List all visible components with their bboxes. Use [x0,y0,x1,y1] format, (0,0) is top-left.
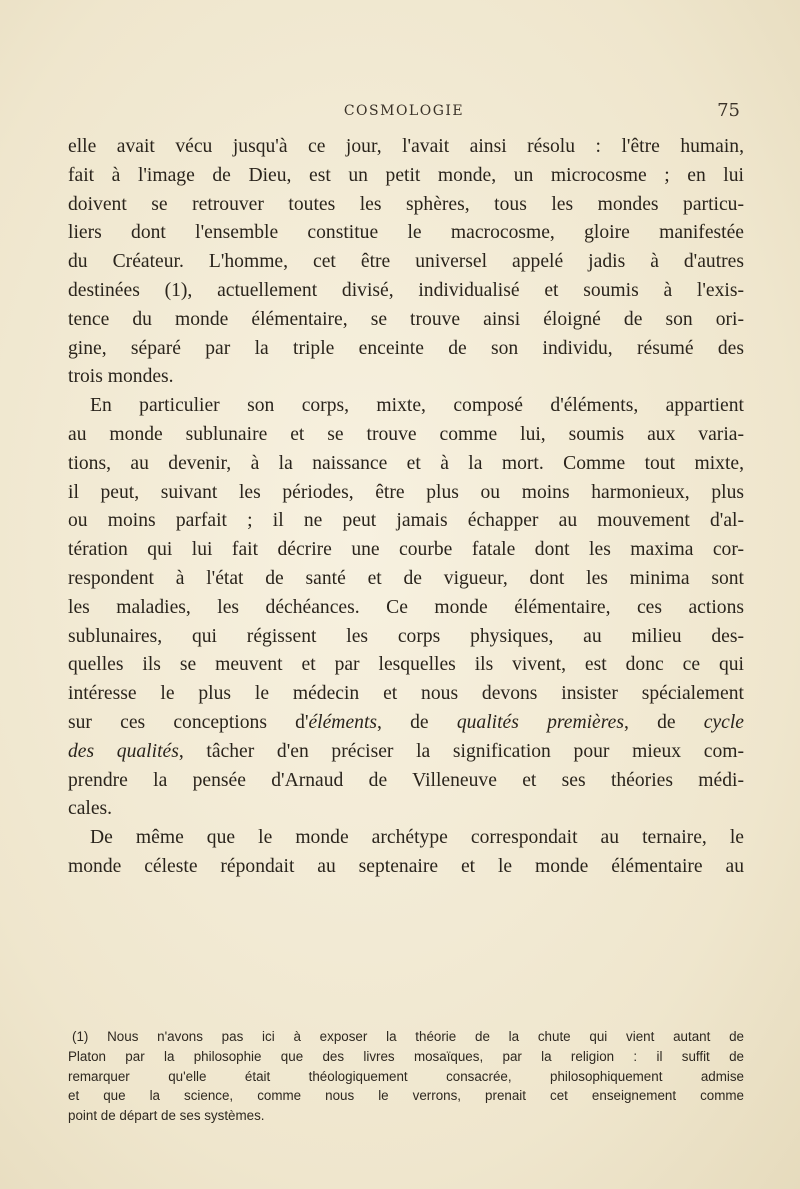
text-line: De même que le monde archétype correspondait au ternaire, le [90,827,744,849]
text-line: elle avait vécu jusqu'à ce jour, l'avait ainsi résolu : l'être humain, [68,136,744,157]
text-line: liers dont l'ensemble constitue le macrocosme, gloire manifestée [68,222,744,244]
text-line: intéresse le plus le médecin et nous devons insister spécialement [68,683,744,705]
text-line: doivent se retrouver toutes les sphères, tous les mondes particu- [68,193,744,215]
text-line: fait à l'image de Dieu, est un petit monde, un microcosme ; en lui [68,164,744,186]
text-run: , de [623,711,704,733]
text-line [68,738,744,767]
footnote-line: Platon par la philosophie que des livres mosaïques, par la religion : il suffit de [68,1048,744,1064]
page-number: 75 [717,100,740,121]
text-line: ou moins parfait ; il ne peut jamais échapper au mouvement d'al- [68,510,744,532]
running-head [68,101,740,123]
text-line: quelles ils se meuvent et par lesquelles ils vivent, est donc ce qui [68,654,744,676]
body-text [68,133,744,882]
footnote-line: remarquer qu'elle était théologiquement consacrée, philosophiquement admise [68,1068,744,1084]
footnote [68,1027,744,1126]
text-line: cales. [68,798,113,820]
text-line: il peut, suivant les périodes, être plus ou moins harmonieux, plus [68,481,744,503]
text-run: sur ces conceptions [68,711,296,733]
footnote-line: point de départ de ses systèmes. [68,1108,265,1124]
text-line: prendre la pensée d'Arnaud de Villeneuve et ses théories médi- [68,769,744,791]
text-line: monde céleste répondait au septenaire et le monde élémentaire au [68,855,744,877]
italic-term: éléments [308,711,378,733]
footnote-line: (1) Nous n'avons pas ici à exposer la théorie de la chute qui vient autant de [72,1029,744,1044]
text-line [68,709,744,738]
text-run: , de [377,711,457,733]
text-line: les maladies, les déchéances. Ce monde élémentaire, ces actions [68,596,744,618]
text-line: tence du monde élémentaire, se trouve ainsi éloigné de son ori- [68,308,744,330]
text-line: sublunaires, qui régissent les corps physiques, au milieu des- [68,625,744,647]
text-line: gine, séparé par la triple enceinte de son individu, résumé des [68,337,744,359]
text-run: , tâcher d'en préciser la signification pour mieux com- [178,740,745,762]
text-line: du Créateur. L'homme, cet être universel appelé jadis à d'autres [68,251,744,273]
text-line: respondent à l'état de santé et de vigueur, dont les minima sont [68,567,744,589]
text-run: d' [295,711,309,733]
italic-term: qualités premières [456,711,624,733]
footnote-line: et que la science, comme nous le verrons, prenait cet enseignement comme [68,1088,744,1104]
italic-term: des qualités [68,740,179,762]
italic-term: cycle [703,711,744,733]
text-line: trois mondes. [68,366,174,388]
text-line: tions, au devenir, à la naissance et à la mort. Comme tout mixte, [68,452,744,474]
text-line: En particulier son corps, mixte, composé d'éléments, appartient [90,395,744,417]
text-line: tération qui lui fait décrire une courbe fatale dont les maxima cor- [68,539,744,561]
text-line: destinées (1), actuellement divisé, individualisé et soumis à l'exis- [68,279,744,301]
text-line: au monde sublunaire et se trouve comme lui, soumis aux varia- [68,423,744,445]
running-title: COSMOLOGIE [343,103,465,119]
